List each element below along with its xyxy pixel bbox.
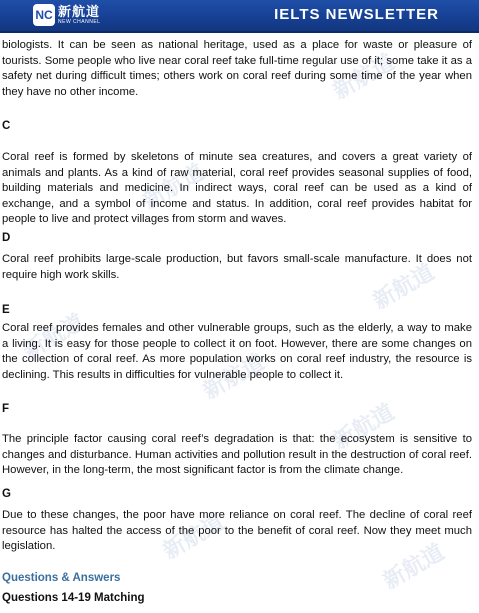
section-heading-f: F bbox=[2, 403, 10, 415]
section-paragraph-c: Coral reef is formed by skeletons of minute sea creatures, and covers a great variety of animals and plants. As a kind of raw material, coral reef provides seasonal supplies of food, building materials and medicine. In indirect ways, coral reef can be used as a kind of exchange, and a symbol of income and status. In addition, coral reef provides habitat for people to live and protect villages from storm and waves. bbox=[2, 151, 472, 225]
watermark: 新航道 bbox=[368, 259, 439, 314]
watermark: 新航道 bbox=[158, 509, 229, 564]
newsletter-title: IELTS NEWSLETTER bbox=[274, 6, 439, 23]
intro-paragraph: biologists. It can be seen as national heritage, used as a place for waste or pleasure of tourists. Some people who live near coral reef take full-time regular use of it; some take it as a safety net during difficult times; others work on coral reef during some time of the year when they have no other income. bbox=[2, 39, 472, 98]
qa-heading: Questions & Answers bbox=[2, 572, 121, 584]
section-paragraph-g: Due to these changes, the poor have more reliance on coral reef. The decline of coral reef resource has halted the access of the poor to the benefit of coral reef. Now they meet much legislation. bbox=[2, 509, 472, 552]
section-heading-g: G bbox=[2, 488, 11, 500]
section-heading-d: D bbox=[2, 232, 11, 244]
watermark: 新航道 bbox=[18, 309, 89, 364]
logo-mark-icon: NC bbox=[33, 4, 55, 26]
watermark: 新航道 bbox=[138, 159, 209, 214]
watermark: 新航道 bbox=[198, 349, 269, 404]
section-paragraph-f: The principle factor causing coral reef’s degradation is that: the ecosystem is sensitive to changes and disturbance. Human activities and pollution result in the destruction of coral reef. However, in the long-term, the most significant factor is from the climate change. bbox=[2, 433, 472, 476]
section-paragraph-e: Coral reef provides females and other vulnerable groups, such as the elderly, a way to make a living. It is easy for those people to collect it on foot. However, there are some changes on the collection of coral reef. As more population works on coral reef industry, the resource is declining. This results in difficulties for vulnerable people to collect it. bbox=[2, 322, 472, 381]
section-heading-c: C bbox=[2, 120, 11, 132]
watermark: 新航道 bbox=[328, 399, 399, 454]
newsletter-header bbox=[0, 0, 479, 33]
new-channel-logo bbox=[33, 2, 100, 28]
logo-english-text: NEW CHANNEL bbox=[58, 19, 101, 25]
logo-chinese-text: 新航道 bbox=[58, 4, 101, 19]
section-paragraph-d: Coral reef prohibits large-scale production, but favors small-scale manufacture. It does not require high work skills. bbox=[2, 253, 472, 281]
section-heading-e: E bbox=[2, 304, 10, 316]
questions-heading: Questions 14-19 Matching bbox=[2, 592, 145, 604]
watermark: 新航道 bbox=[378, 539, 449, 594]
watermark: 新航道 bbox=[328, 49, 399, 104]
